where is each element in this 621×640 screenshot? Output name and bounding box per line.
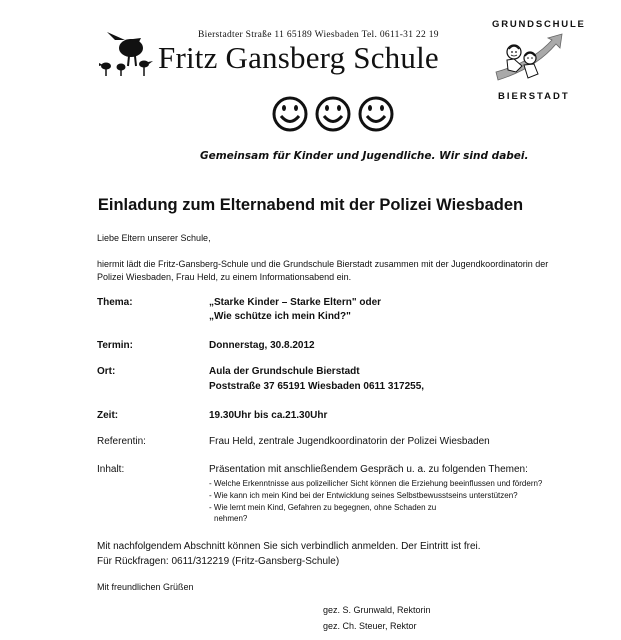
smiley-faces-icon [270,94,396,134]
termin-label: Termin: [97,340,133,351]
inhalt-item: - Wie kann ich mein Kind bei der Entwicklung seines Selbstbewusstseins unterstützen? [209,491,518,500]
intro-line-2: Polizei Wiesbaden, Frau Held, zu einem Informationsabend ein. [97,272,352,282]
inhalt-item-continued: nehmen? [214,514,248,523]
signature-2: gez. Ch. Steuer, Rektor [323,621,417,631]
inhalt-item: - Welche Erkenntnisse aus polizeilicher Sicht können die Erziehung beeinflussen und fördern? [209,479,543,488]
inhalt-label: Inhalt: [97,464,125,475]
intro-line-1: hiermit lädt die Fritz-Gansberg-Schule und die Grundschule Bierstadt zusammen mit der Jugendkoordinatorin der [97,259,549,269]
registration-note: Mit nachfolgendem Abschnitt können Sie sich verbindlich anmelden. Der Eintritt ist frei. [97,541,481,552]
signature-1: gez. S. Grunwald, Rektorin [323,605,431,615]
inquiries-note: Für Rückfragen: 0611/312219 (Fritz-Gansberg-Schule) [97,556,340,567]
grundschule-logo-icon [492,32,582,90]
closing: Mit freundlichen Grüßen [97,582,194,592]
inhalt-item: - Wie lernt mein Kind, Gefahren zu begegnen, ohne Schaden zu [209,503,437,512]
ort-line-2: Poststraße 37 65191 Wiesbaden 0611 317255, [209,381,425,392]
termin-value: Donnerstag, 30.8.2012 [209,340,315,351]
ort-label: Ort: [97,366,116,377]
thema-line-1: „Starke Kinder – Starke Eltern" oder [209,297,382,308]
inhalt-intro: Präsentation mit anschließendem Gespräch u. a. zu folgenden Themen: [209,464,528,475]
ort-line-1: Aula der Grundschule Bierstadt [209,366,360,377]
thema-line-2: „Wie schütze ich mein Kind?" [209,311,351,322]
logo-top-text: GRUNDSCHULE [492,19,586,30]
school-address: Bierstadter Straße 11 65189 Wiesbaden Tel. 0611-31 22 19 [198,30,439,40]
slogan: Gemeinsam für Kinder und Jugendliche. Wir sind dabei. [200,150,529,162]
referentin-value: Frau Held, zentrale Jugendkoordinatorin der Polizei Wiesbaden [209,436,490,447]
zeit-label: Zeit: [97,410,119,421]
thema-label: Thema: [97,297,133,308]
logo-bottom-text: BIERSTADT [498,91,570,102]
zeit-value: 19.30Uhr bis ca.21.30Uhr [209,410,328,421]
referentin-label: Referentin: [97,436,146,447]
school-name: Fritz Gansberg Schule [158,40,439,75]
bird-logo-icon [95,26,155,78]
salutation: Liebe Eltern unserer Schule, [97,233,211,243]
document-heading: Einladung zum Elternabend mit der Polizei Wiesbaden [97,196,524,214]
